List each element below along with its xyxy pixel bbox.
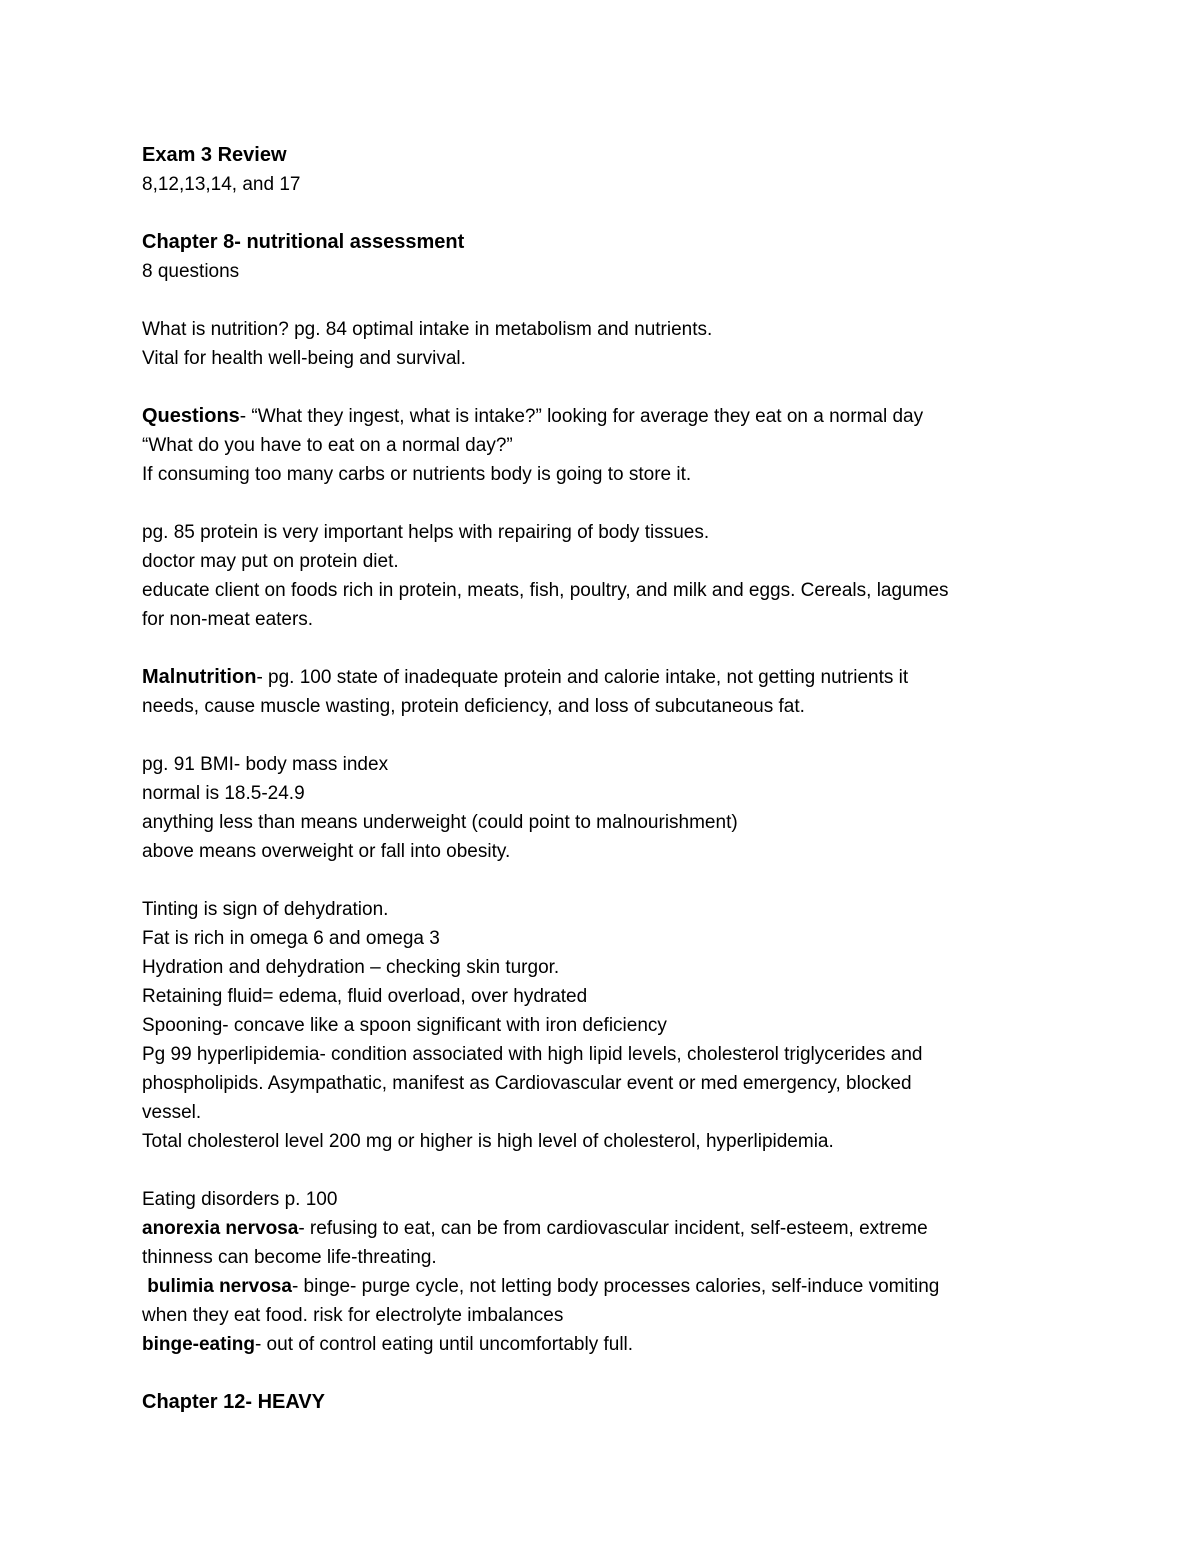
chapter-12-heading: Chapter 12- HEAVY bbox=[142, 1391, 326, 1413]
malnutrition-paragraph bbox=[142, 663, 1062, 692]
document-title: Exam 3 Review bbox=[142, 144, 287, 166]
chapters-list: 8,12,13,14, and 17 bbox=[142, 174, 301, 195]
spacer bbox=[142, 373, 1062, 402]
binge-paragraph bbox=[142, 1330, 1062, 1359]
misc-line: Total cholesterol level 200 mg or higher is high level of cholesterol, hyperlipidemia. bbox=[142, 1131, 834, 1152]
misc-line: Hydration and dehydration – checking skin turgor. bbox=[142, 957, 560, 978]
malnutrition-text: - pg. 100 state of inadequate protein and calorie intake, not getting nutrients it bbox=[256, 667, 909, 688]
bmi-line: normal is 18.5-24.9 bbox=[142, 783, 305, 804]
binge-text: - out of control eating until uncomfortably full. bbox=[254, 1334, 634, 1355]
misc-line: Fat is rich in omega 6 and omega 3 bbox=[142, 928, 440, 949]
questions-line: “What do you have to eat on a normal day?” bbox=[142, 435, 513, 456]
nutrition-line: What is nutrition? pg. 84 optimal intake in metabolism and nutrients. bbox=[142, 319, 713, 340]
misc-line: Retaining fluid= edema, fluid overload, over hydrated bbox=[142, 986, 588, 1007]
misc-line: Pg 99 hyperlipidemia- condition associated with high lipid levels, cholesterol triglycerides and bbox=[142, 1044, 923, 1065]
document-page bbox=[142, 141, 1062, 1417]
questions-term: Questions bbox=[142, 405, 240, 427]
malnutrition-term: Malnutrition bbox=[142, 666, 257, 688]
spacer bbox=[142, 1359, 1062, 1388]
misc-line: phospholipids. Asympathatic, manifest as Cardiovascular event or med emergency, blocked bbox=[142, 1073, 912, 1094]
spacer bbox=[142, 634, 1062, 663]
questions-line: If consuming too many carbs or nutrients body is going to store it. bbox=[142, 464, 692, 485]
protein-line: pg. 85 protein is very important helps with repairing of body tissues. bbox=[142, 522, 710, 543]
bulimia-text: - binge- purge cycle, not letting body processes calories, self-induce vomiting bbox=[291, 1276, 940, 1297]
spacer bbox=[142, 199, 1062, 228]
misc-line: Tinting is sign of dehydration. bbox=[142, 899, 389, 920]
question-count: 8 questions bbox=[142, 261, 240, 282]
spacer bbox=[142, 866, 1062, 895]
misc-line: vessel. bbox=[142, 1102, 202, 1123]
anorexia-line: thinness can become life-threating. bbox=[142, 1247, 437, 1268]
binge-term: binge-eating bbox=[142, 1334, 255, 1355]
protein-line: for non-meat eaters. bbox=[142, 609, 314, 630]
questions-paragraph bbox=[142, 402, 1062, 431]
protein-line: educate client on foods rich in protein, meats, fish, poultry, and milk and eggs. Cereals, lagumes bbox=[142, 580, 949, 601]
bmi-line: anything less than means underweight (could point to malnourishment) bbox=[142, 812, 738, 833]
anorexia-paragraph bbox=[142, 1214, 1062, 1243]
eating-disorders-heading: Eating disorders p. 100 bbox=[142, 1189, 338, 1210]
questions-text: - “What they ingest, what is intake?” looking for average they eat on a normal day bbox=[239, 406, 924, 427]
protein-line: doctor may put on protein diet. bbox=[142, 551, 399, 572]
anorexia-text: - refusing to eat, can be from cardiovascular incident, self-esteem, extreme bbox=[298, 1218, 928, 1239]
misc-line: Spooning- concave like a spoon significant with iron deficiency bbox=[142, 1015, 667, 1036]
bulimia-paragraph bbox=[142, 1272, 1062, 1301]
bmi-line: pg. 91 BMI- body mass index bbox=[142, 754, 389, 775]
spacer bbox=[142, 489, 1062, 518]
bulimia-line: when they eat food. risk for electrolyte imbalances bbox=[142, 1305, 564, 1326]
nutrition-line: Vital for health well-being and survival. bbox=[142, 348, 466, 369]
malnutrition-line: needs, cause muscle wasting, protein deficiency, and loss of subcutaneous fat. bbox=[142, 696, 805, 717]
chapter-8-heading: Chapter 8- nutritional assessment bbox=[142, 231, 465, 253]
anorexia-term: anorexia nervosa bbox=[142, 1218, 299, 1239]
bulimia-term: bulimia nervosa bbox=[142, 1276, 292, 1297]
spacer bbox=[142, 1156, 1062, 1185]
spacer bbox=[142, 286, 1062, 315]
spacer bbox=[142, 721, 1062, 750]
bmi-line: above means overweight or fall into obesity. bbox=[142, 841, 511, 862]
